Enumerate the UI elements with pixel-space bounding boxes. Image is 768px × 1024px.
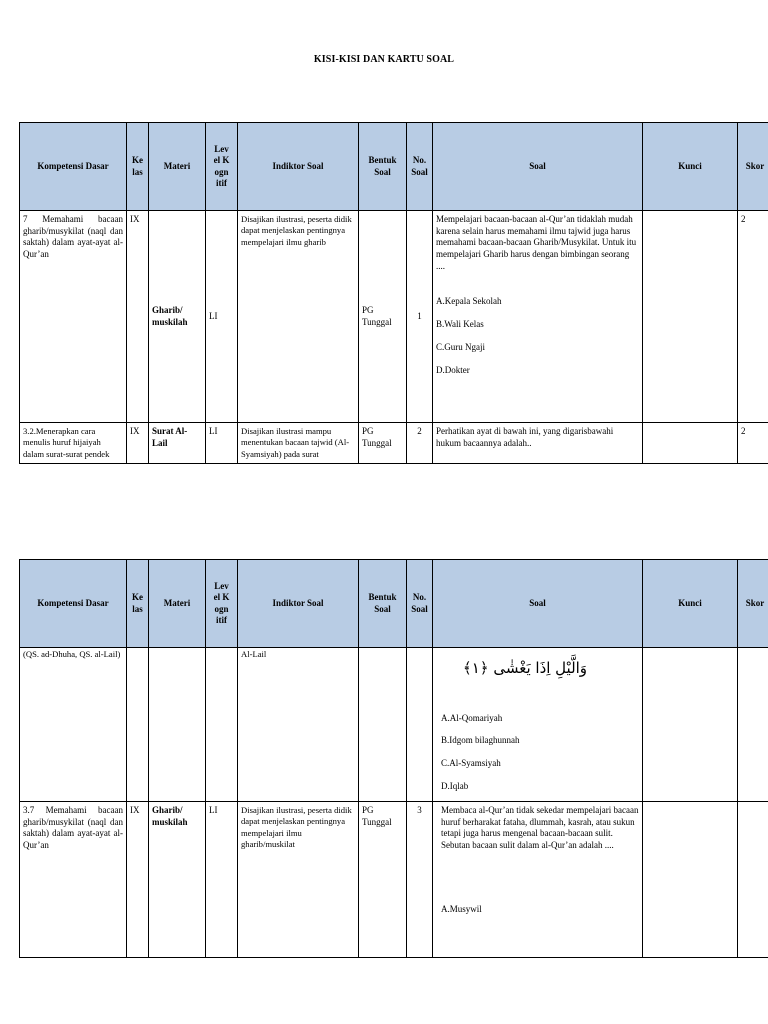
cell-bentuk: PG Tunggal [359, 802, 407, 958]
header-kompetensi: Kompetensi Dasar [20, 560, 127, 648]
kisi-kisi-table-2 [19, 559, 768, 958]
cell-kelas: IX [127, 423, 149, 464]
cell-kompetensi: 3.2.Menerapkan cara menulis huruf hijaiyah dalam surat-surat pendek [20, 423, 127, 464]
cell-bentuk: PG Tunggal [359, 423, 407, 464]
header-bentuk: Bentuk Soal [359, 560, 407, 648]
option-a: A.Al-Qomariyah [441, 712, 503, 723]
table-header-row [20, 123, 768, 211]
cell-level: LI [206, 211, 238, 423]
question-text: Mempelajari bacaan-bacaan al-Qur’an tidaklah mudah karena selain harus memahami ilmu tajwid juga harus memahami bacaan-bacaan Gharib/Musykilat. Untuk itu mempelajari Gharib harus dengan bimbingan seorang .... [436, 214, 637, 271]
cell-soal [433, 802, 643, 958]
header-no: No. Soal [407, 560, 433, 648]
table-row [20, 211, 768, 423]
cell-materi [149, 648, 206, 802]
header-bentuk: Bentuk Soal [359, 123, 407, 211]
cell-kunci [643, 423, 738, 464]
header-kelas: Kelas [127, 123, 149, 211]
option-b: B.Idgom bilaghunnah [441, 735, 520, 746]
header-soal: Soal [433, 123, 643, 211]
cell-skor [738, 802, 768, 958]
cell-indikator: Disajikan ilustrasi mampu menentukan bacaan tajwid (Al-Syamsiyah) pada surat [238, 423, 359, 464]
cell-level: LI [206, 802, 238, 958]
option-d: D.Dokter [436, 364, 470, 375]
header-materi: Materi [149, 560, 206, 648]
option-c: C.Al-Syamsiyah [441, 757, 501, 768]
cell-kelas: IX [127, 211, 149, 423]
cell-no [407, 648, 433, 802]
cell-kompetensi: 3.7 Memahami bacaan gharib/musykilat (naql dan saktah) dalam ayat-ayat al-Qur’an [20, 802, 127, 958]
cell-skor [738, 648, 768, 802]
cell-skor: 2 [738, 211, 768, 423]
header-kompetensi: Kompetensi Dasar [20, 123, 127, 211]
cell-kompetensi: 7 Memahami bacaan gharib/musykilat (naql dan saktah) dalam ayat-ayat al-Qur’an [20, 211, 127, 423]
cell-kunci [643, 802, 738, 958]
header-no: No. Soal [407, 123, 433, 211]
cell-no: 3 [407, 802, 433, 958]
cell-level [206, 648, 238, 802]
cell-soal: Perhatikan ayat di bawah ini, yang digarisbawahi hukum bacaannya adalah.. [433, 423, 643, 464]
question-text: Membaca al-Qur’an tidak sekedar mempelajari bacaan huruf berharakat fataha, dlummah, kasrah, atau sukun tetapi juga harus mengenal bacaan-bacaan sulit. Sebutan bacaan sulit dalam al-Qur’an adalah .... [441, 805, 639, 851]
cell-kunci [643, 211, 738, 423]
cell-soal [433, 211, 643, 423]
cell-materi: Gharib/ muskilah [149, 802, 206, 958]
option-d: D.Iqlab [441, 780, 469, 791]
document-title: KISI-KISI DAN KARTU SOAL [313, 54, 455, 65]
header-level: Level Kognitif [206, 123, 238, 211]
header-indikator: Indiktor Soal [238, 123, 359, 211]
cell-kelas: IX [127, 802, 149, 958]
table-row [20, 802, 768, 958]
cell-materi: Gharib/ muskilah [149, 211, 206, 423]
header-indikator: Indiktor Soal [238, 560, 359, 648]
quran-verse: وَالَّيْلِ اِذَا يَغْشٰى ﴿١﴾ [462, 659, 588, 677]
header-level: Level Kognitif [206, 560, 238, 648]
cell-bentuk: PG Tunggal [359, 211, 407, 423]
option-b: B.Wali Kelas [436, 319, 484, 330]
cell-skor: 2 [738, 423, 768, 464]
option-a: A.Kepala Sekolah [436, 296, 502, 307]
header-kunci: Kunci [643, 560, 738, 648]
header-kunci: Kunci [643, 123, 738, 211]
cell-bentuk [359, 648, 407, 802]
cell-no: 1 [407, 211, 433, 423]
cell-kunci [643, 648, 738, 802]
kisi-kisi-table-1 [19, 122, 768, 464]
cell-soal [433, 648, 643, 802]
cell-indikator: Disajikan ilustrasi, peserta didik dapat menjelaskan pentingnya mempelajari ilmu gharib [238, 211, 359, 423]
cell-level: LI [206, 423, 238, 464]
table-header-row [20, 560, 768, 648]
option-c: C.Guru Ngaji [436, 341, 485, 352]
cell-indikator: Disajikan ilustrasi, peserta didik dapat menjelaskan pentingnya mempelajari ilmu gharib/muskilat [238, 802, 359, 958]
cell-no: 2 [407, 423, 433, 464]
cell-materi: Surat Al-Lail [149, 423, 206, 464]
header-skor: Skor [738, 123, 768, 211]
cell-kelas [127, 648, 149, 802]
header-soal: Soal [433, 560, 643, 648]
cell-kompetensi: (QS. ad-Dhuha, QS. al-Lail) [20, 648, 127, 802]
header-skor: Skor [738, 560, 768, 648]
table-row [20, 648, 768, 802]
option-a: A.Musywil [441, 903, 482, 914]
cell-indikator: Al-Lail [238, 648, 359, 802]
table-row [20, 423, 768, 464]
header-materi: Materi [149, 123, 206, 211]
header-kelas: Kelas [127, 560, 149, 648]
